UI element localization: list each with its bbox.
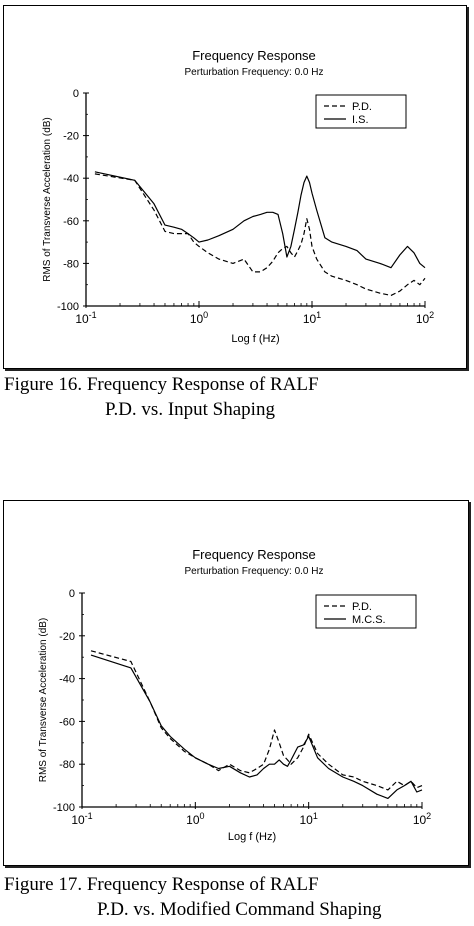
frequency-response-chart-2: [4, 501, 468, 865]
y-tick-label: -40: [63, 173, 79, 186]
x-tick-label: $10^{-1}$: [71, 811, 93, 827]
y-tick-label: -80: [63, 258, 79, 271]
series-line-shaping: [91, 655, 422, 798]
y-tick-label: -20: [63, 130, 79, 143]
chart-subtitle: Perturbation Frequency: 0.0 Hz: [184, 566, 324, 577]
series-line-pd: [91, 651, 422, 790]
y-tick-label: 0: [68, 588, 75, 600]
x-tick-label: $10^1$: [302, 310, 322, 326]
y-tick-label: -40: [59, 673, 75, 686]
series-line-shaping: [95, 172, 425, 268]
legend-label: P.D.: [352, 101, 372, 113]
y-axis-label: RMS of Transverse Acceleration (dB): [42, 117, 53, 282]
x-tick-label: $10^0$: [186, 811, 205, 827]
x-tick-label: $10^2$: [415, 310, 435, 326]
figure-16-frame: [3, 5, 467, 369]
figure-16-caption-line-1: Figure 16. Frequency Response of RALF: [4, 374, 319, 395]
y-tick-label: -80: [59, 759, 75, 772]
x-tick-label: $10^{-1}$: [75, 310, 97, 326]
figure-17-caption-line-2: P.D. vs. Modified Command Shaping: [97, 899, 382, 920]
y-tick-label: -60: [63, 215, 79, 228]
chart-title: Frequency Response: [192, 547, 316, 562]
legend: [316, 595, 416, 628]
chart-title: Frequency Response: [192, 48, 316, 63]
x-tick-label: $10^2$: [412, 811, 432, 827]
figure-17-frame: [3, 500, 469, 866]
chart-subtitle: Perturbation Frequency: 0.0 Hz: [184, 67, 324, 78]
legend-label: P.D.: [352, 601, 372, 613]
y-tick-label: -60: [59, 716, 75, 729]
legend: [316, 95, 406, 128]
x-axis-label: Log f (Hz): [227, 831, 277, 843]
y-axis-label: RMS of Transverse Acceleration (dB): [38, 617, 49, 783]
y-tick-label: -100: [56, 301, 79, 313]
x-axis-label: Log f (Hz): [231, 333, 280, 345]
figure-17-caption-line-1: Figure 17. Frequency Response of RALF: [4, 874, 319, 895]
x-tick-label: $10^0$: [189, 310, 209, 326]
y-tick-label: -100: [52, 802, 75, 814]
legend-label: I.S.: [352, 114, 369, 126]
y-tick-label: -20: [59, 630, 75, 643]
y-tick-label: 0: [72, 88, 79, 100]
legend-label: M.C.S.: [352, 614, 386, 626]
x-tick-label: $10^1$: [299, 811, 318, 827]
frequency-response-chart-1: [4, 6, 466, 368]
figure-16-caption-line-2: P.D. vs. Input Shaping: [105, 399, 275, 420]
